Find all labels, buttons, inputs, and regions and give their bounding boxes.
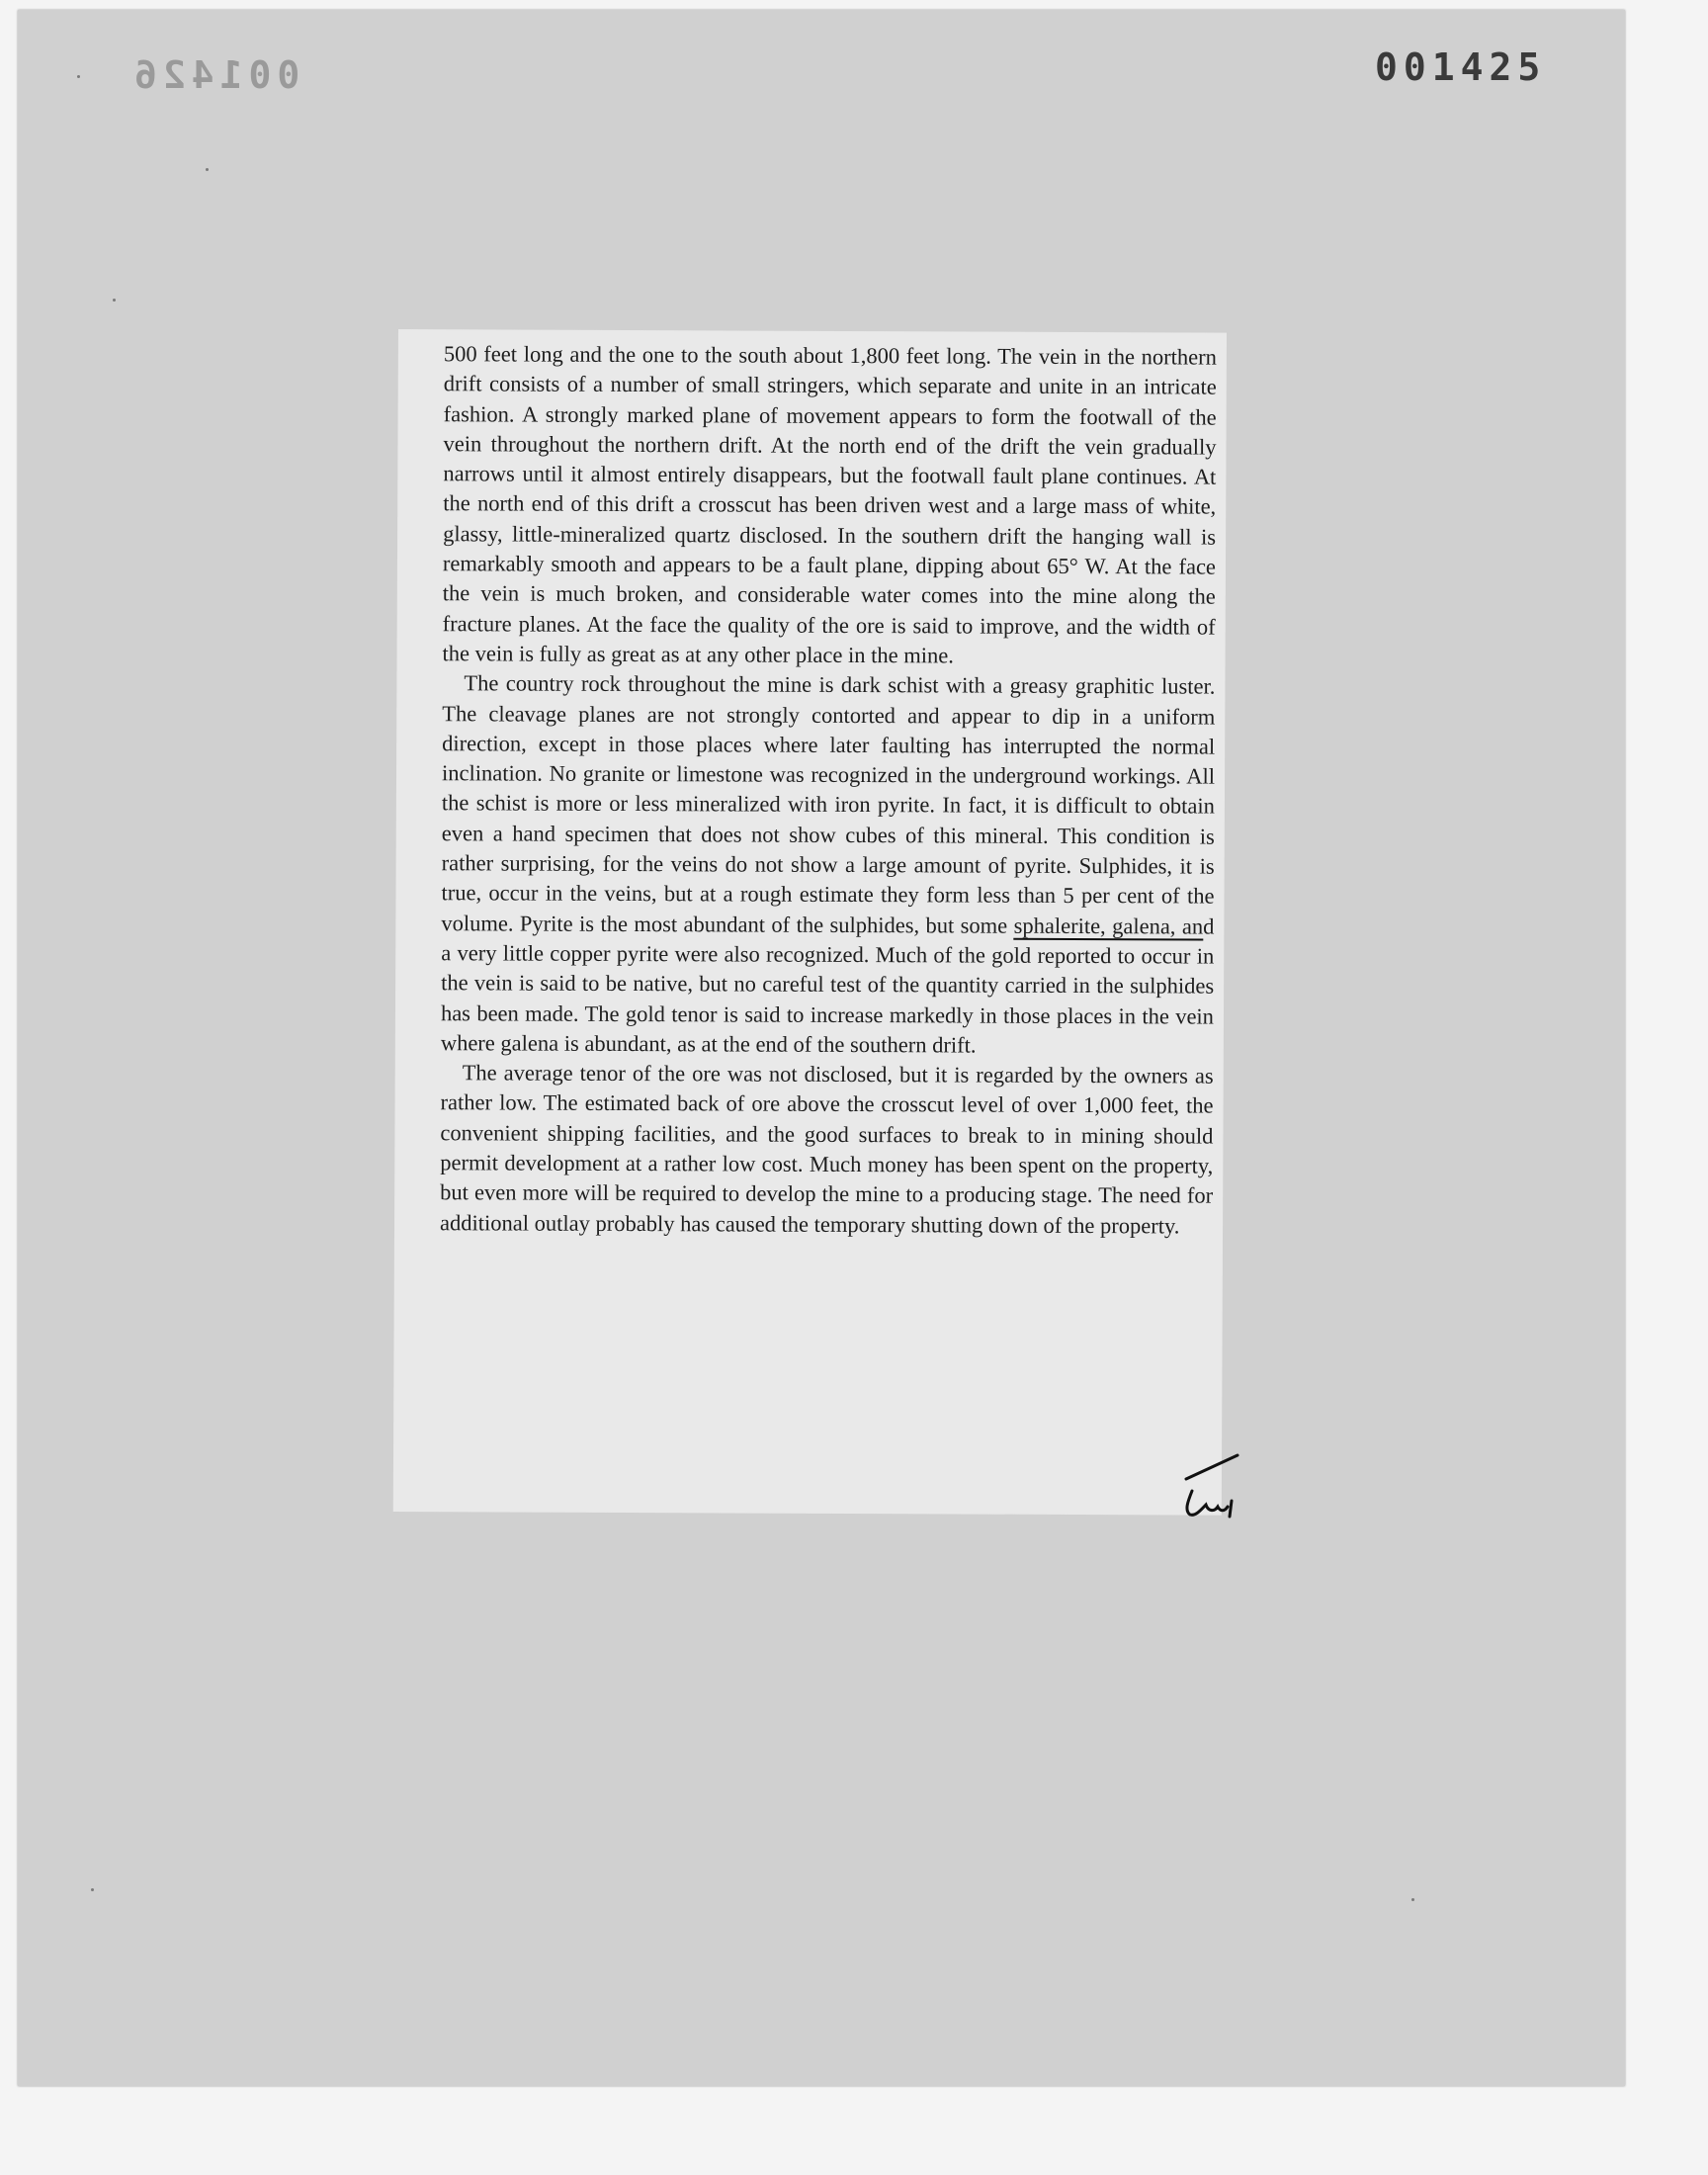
- dust-speck: [77, 75, 80, 78]
- dust-speck: [1411, 1898, 1414, 1901]
- dust-speck: [206, 168, 209, 171]
- dust-speck: [91, 1888, 94, 1891]
- underlined-minerals: sphalerite, galena, an: [1013, 913, 1204, 939]
- paragraph-2-text-before: The country rock throughout the mine is dark schist with a greasy graphitic luster. The cleavage planes are not strongly contorted and appear to dip in a uniform direction, except in those places where later faulting has interrupted the normal inclination. No granite or limestone was recognized in the underground workings. All the schist is more or less mineralized with iron pyrite. In fact, it is difficult to obtain even a hand specimen that does not show cubes of this mineral. This condition is rather surprising, for the veins do not show a large amount of pyrite. Sulphides, it is true, occur in the veins, but at a rough estimate they form less than 5 per cent of the volume. Pyrite is the most abundant of the sulphides, but some: [441, 670, 1216, 938]
- paragraph-2-text-after: d a very little copper pyrite were also recognized. Much of the gold reported to occur in the vein is said to be native, but no careful test of the quantity carried in the sulphides has been made. The gold tenor is said to increase markedly in those places in the vein where galena is abundant, as at the end of the southern drift.: [440, 914, 1215, 1058]
- handwritten-pen-mark-icon: [1174, 1453, 1243, 1522]
- mirrored-page-stamp: 001426: [128, 53, 300, 97]
- paragraph-1: 500 feet long and the one to the south about 1,800 feet long. The vein in the northern drift consists of a number of small stringers, which separate and unite in an intricate fashion. A strongly marked plane of movement appears to form the footwall of the vein throughout the northern drift. At the north end of the drift the vein gradually narrows until it almost entirely disappears, but the footwall fault plane continues. At the north end of this drift a crosscut has been driven west and a large mass of white, glassy, little-mineralized quartz disclosed. In the southern drift the hanging wall is remarkably smooth and appears to be a fault plane, dipping about 65° W. At the face the vein is much broken, and considerable water comes into the mine along the fracture planes. At the face the quality of the ore is said to improve, and the width of the vein is fully as great as at any other place in the mine.: [442, 341, 1217, 668]
- dust-speck: [113, 299, 116, 302]
- paragraph-3: The average tenor of the ore was not disclosed, but it is regarded by the owners as rather low. The estimated back of ore above the crosscut level of over 1,000 feet, the convenient shipping facilities, and the good surfaces to break to in mining should permit development at a rather low cost. Much money has been spent on the property, but even more will be required to develop the mine to a producing stage. The need for additional outlay probably has caused the temporary shutting down of the property.: [440, 1060, 1214, 1239]
- page-number-stamp: 001425: [1375, 45, 1547, 89]
- article-clipping: [393, 329, 1227, 1516]
- paragraph-2: [441, 668, 1216, 1061]
